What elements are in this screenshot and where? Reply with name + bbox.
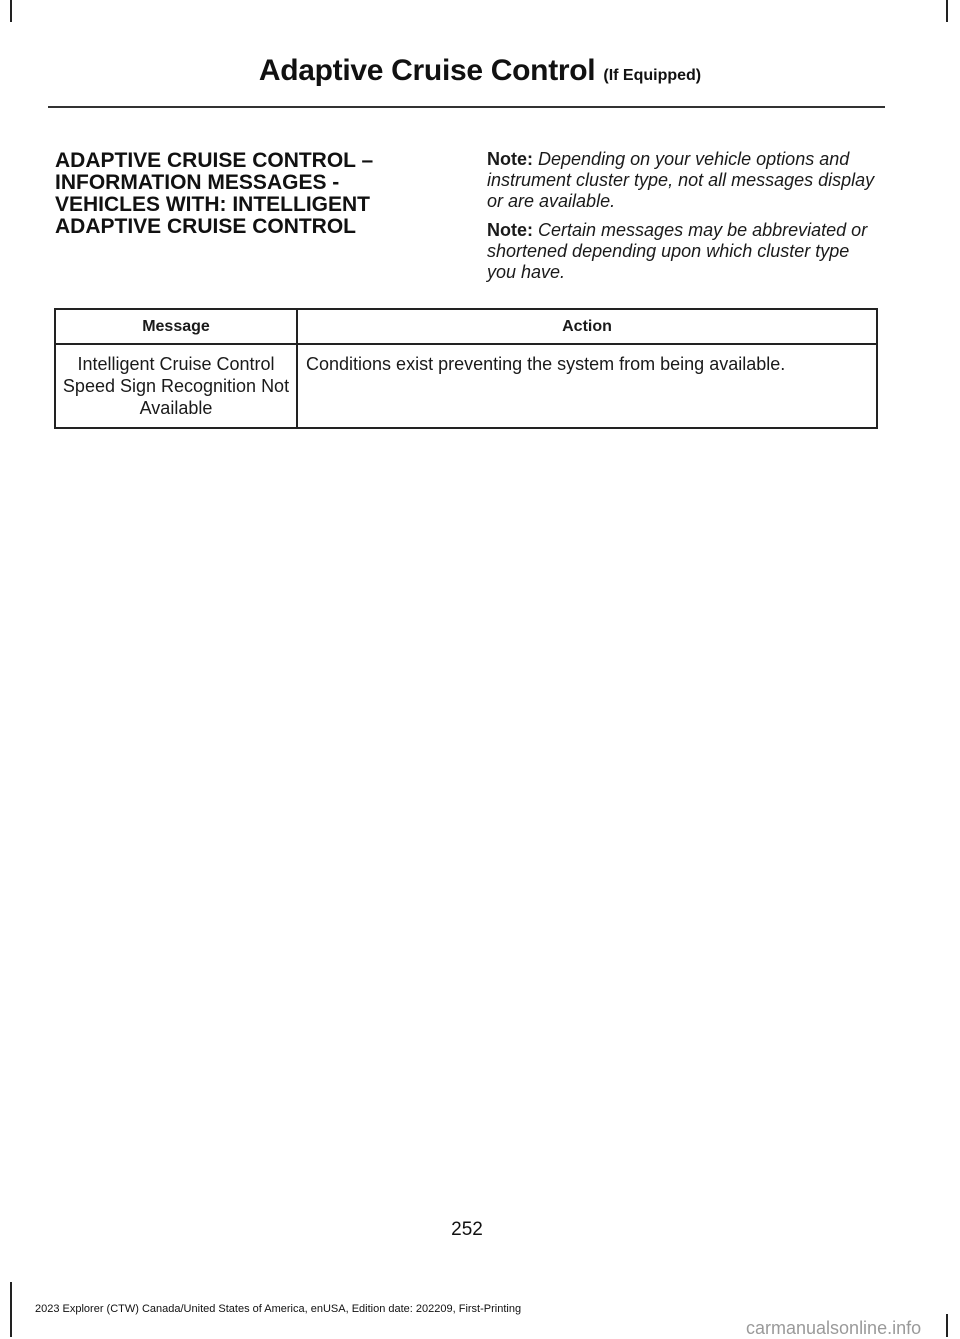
- note-2: [487, 220, 882, 283]
- note-1: [487, 149, 882, 212]
- note-label: Note:: [487, 220, 533, 240]
- header-subtitle: (If Equipped): [603, 67, 702, 84]
- page-number: 252: [451, 1219, 483, 1240]
- column-header-message: Message: [55, 309, 297, 344]
- crop-mark-top-right: [946, 0, 948, 22]
- note-text: Certain messages may be abbreviated or shortened depending upon which cluster type you have.: [487, 220, 868, 282]
- note-text: Depending on your vehicle options and instrument cluster type, not all messages display or are available.: [487, 149, 875, 211]
- watermark: carmanualsonline.info: [746, 1318, 922, 1338]
- header-divider: [48, 106, 885, 108]
- column-header-action: Action: [297, 309, 877, 344]
- header-title: Adaptive Cruise Control: [258, 54, 596, 87]
- page-header: [0, 54, 960, 88]
- notes: [487, 149, 882, 291]
- messages-table: [54, 308, 878, 429]
- section-title: ADAPTIVE CRUISE CONTROL – INFORMATION MESSAGES - VEHICLES WITH: INTELLIGENT ADAPTIVE CRUISE CONTROL: [55, 149, 374, 238]
- crop-mark-bottom-left: [10, 1282, 12, 1337]
- crop-mark-bottom-right: [946, 1314, 948, 1337]
- table-row: [55, 344, 877, 428]
- crop-mark-top-left: [10, 0, 12, 22]
- note-label: Note:: [487, 149, 533, 169]
- table-header-row: [55, 309, 877, 344]
- action-cell: Conditions exist preventing the system from being available.: [297, 344, 877, 428]
- footer-edition-info: 2023 Explorer (CTW) Canada/United States of America, enUSA, Edition date: 202209, First-Printing: [35, 1303, 522, 1315]
- message-cell: Intelligent Cruise Control Speed Sign Recognition Not Available: [55, 344, 297, 428]
